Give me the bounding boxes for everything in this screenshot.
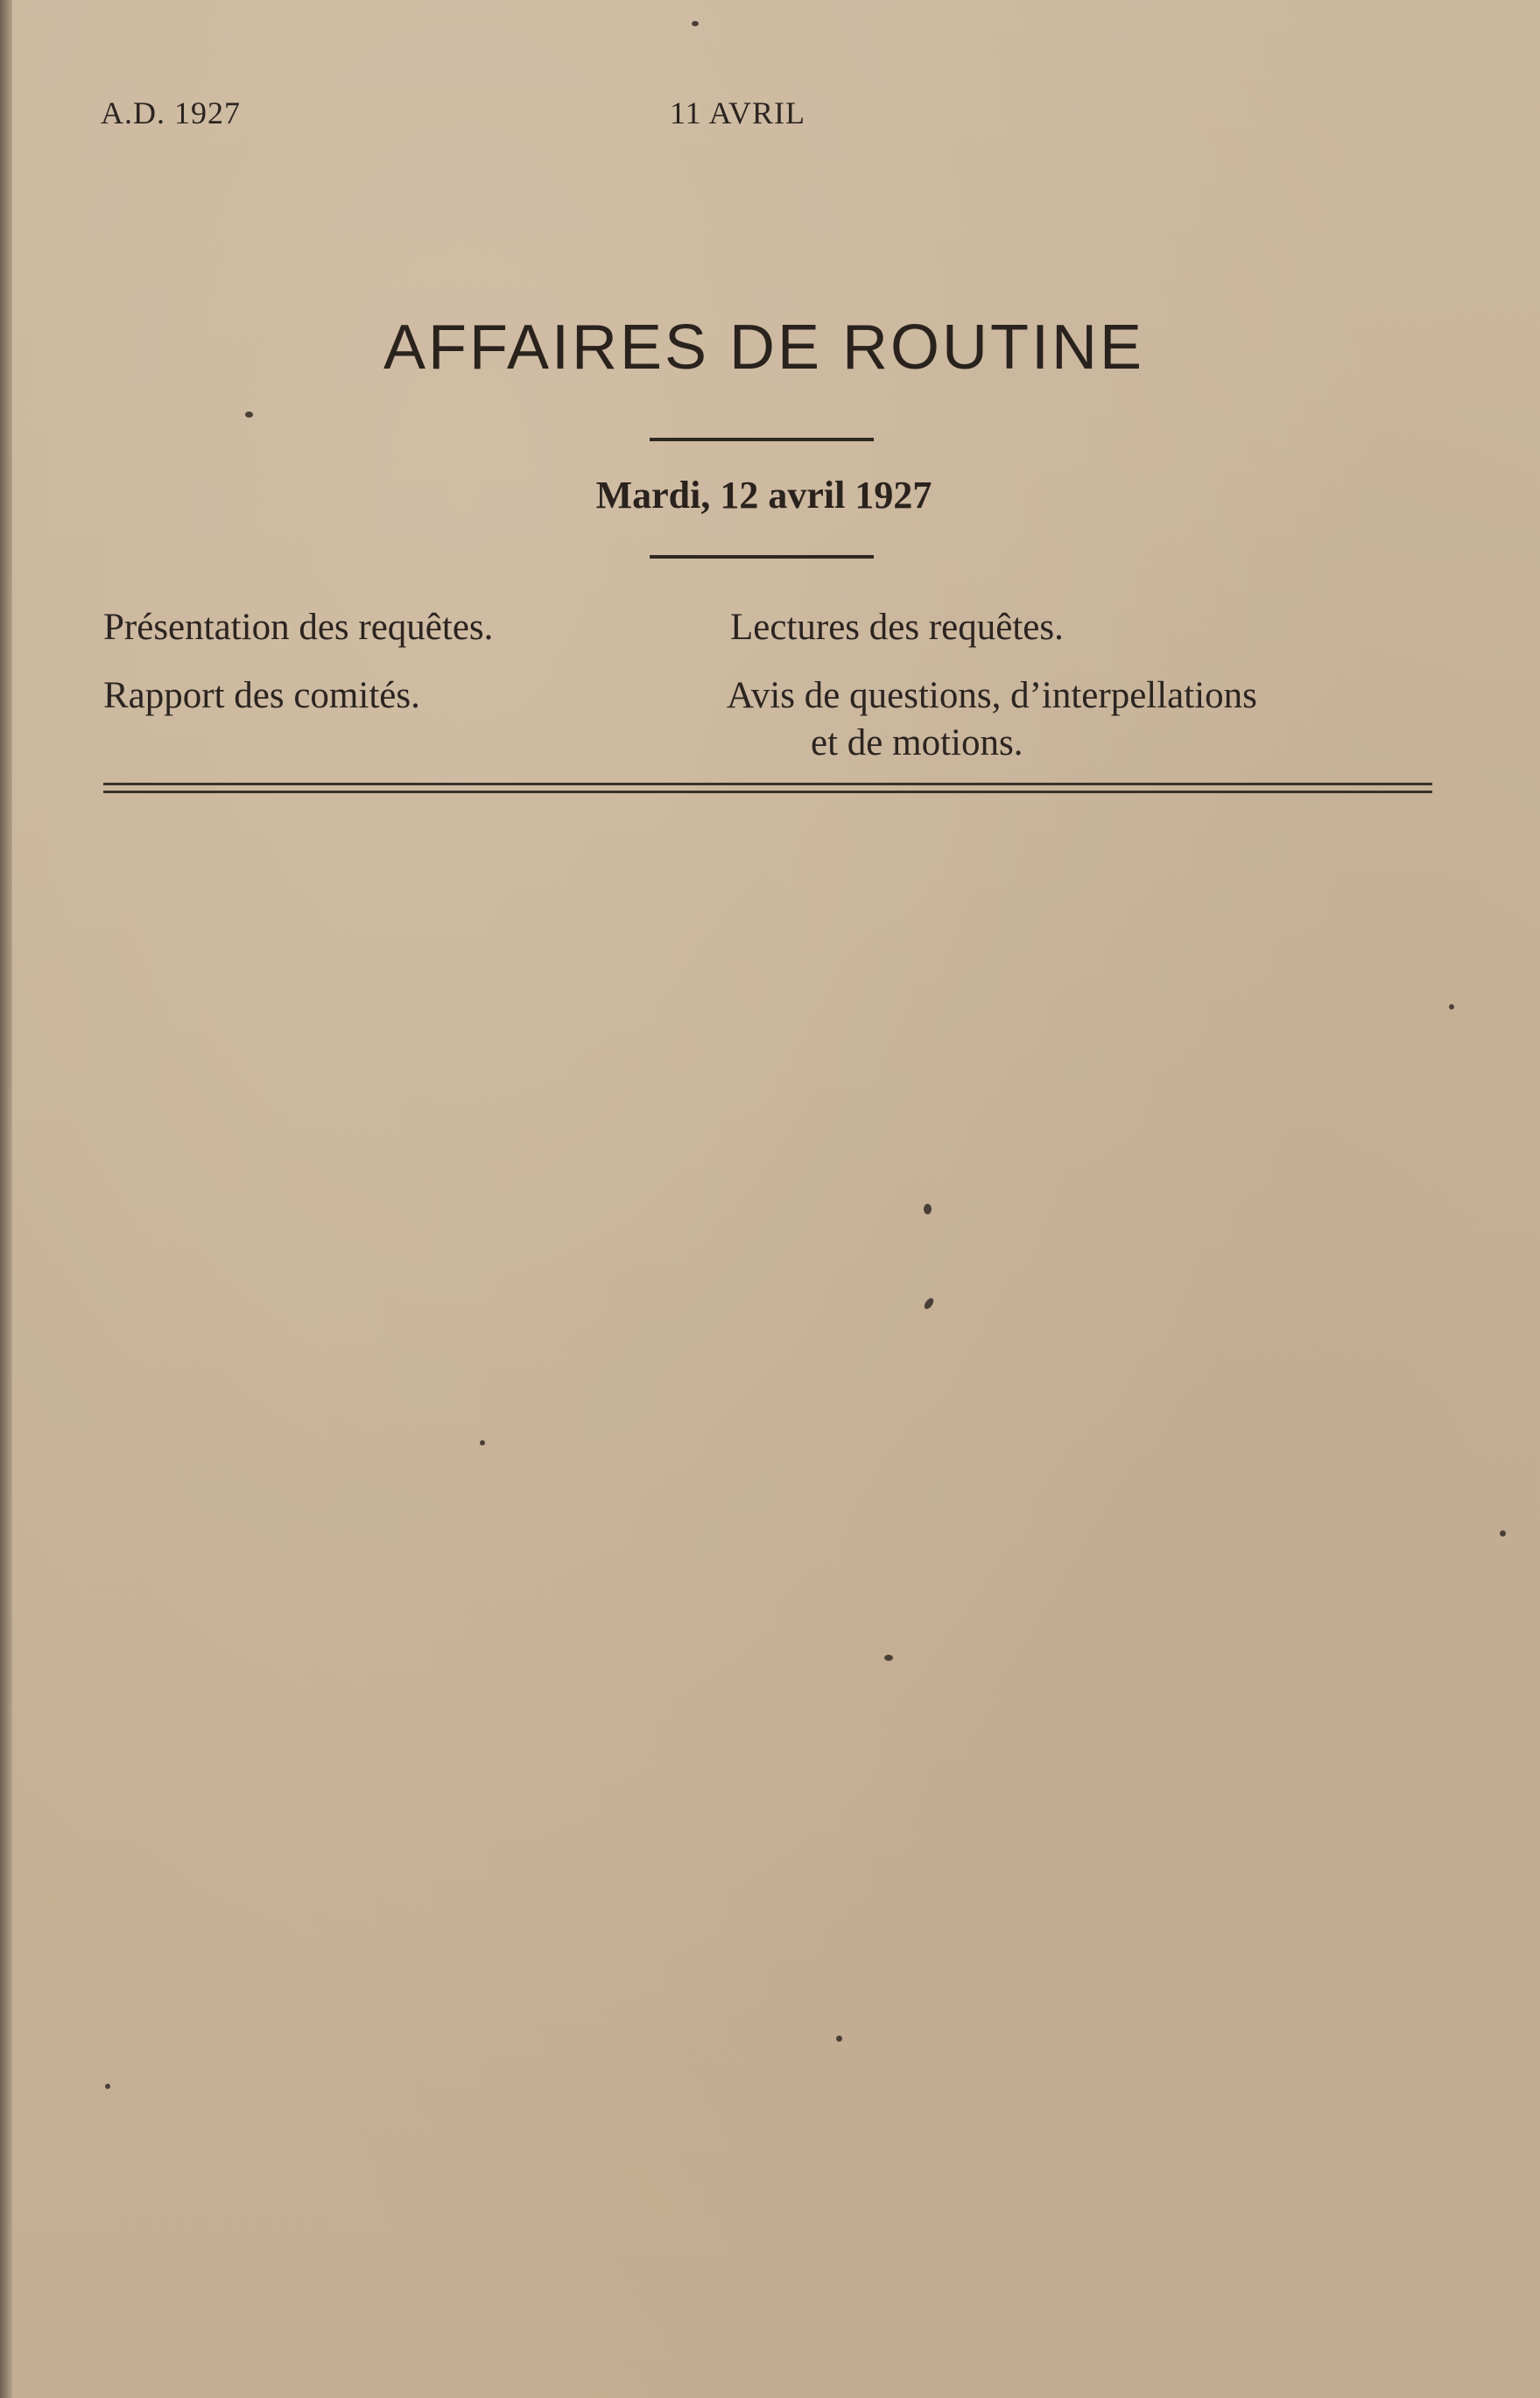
item-rapport: Rapport des comités. xyxy=(103,675,420,716)
section-double-rule xyxy=(103,783,1432,793)
paper-speck xyxy=(1449,1004,1454,1009)
running-head-date: 11 AVRIL xyxy=(670,95,806,130)
paper-speck xyxy=(245,411,253,418)
title-rule xyxy=(650,438,874,441)
item-avis-line2: et de motions. xyxy=(811,722,1023,763)
paper-speck xyxy=(836,2036,842,2042)
paper-speck xyxy=(924,1204,932,1214)
paper-speck xyxy=(1500,1530,1506,1537)
paper-speck xyxy=(480,1440,485,1445)
date-rule xyxy=(650,555,874,559)
running-head-year: A.D. 1927 xyxy=(101,95,241,130)
page-title: AFFAIRES DE ROUTINE xyxy=(383,313,1145,383)
session-date: Mardi, 12 avril 1927 xyxy=(595,474,932,517)
item-lectures: Lectures des requêtes. xyxy=(730,607,1064,648)
paper-speck xyxy=(884,1655,893,1661)
running-head xyxy=(0,95,1540,133)
item-presentation: Présentation des requêtes. xyxy=(103,607,494,648)
paper-speck xyxy=(105,2084,110,2089)
paper-speck xyxy=(923,1297,936,1311)
item-avis xyxy=(727,672,1436,767)
item-avis-line1: Avis de questions, d’interpellations xyxy=(727,675,1257,716)
paper-speck xyxy=(692,21,699,26)
